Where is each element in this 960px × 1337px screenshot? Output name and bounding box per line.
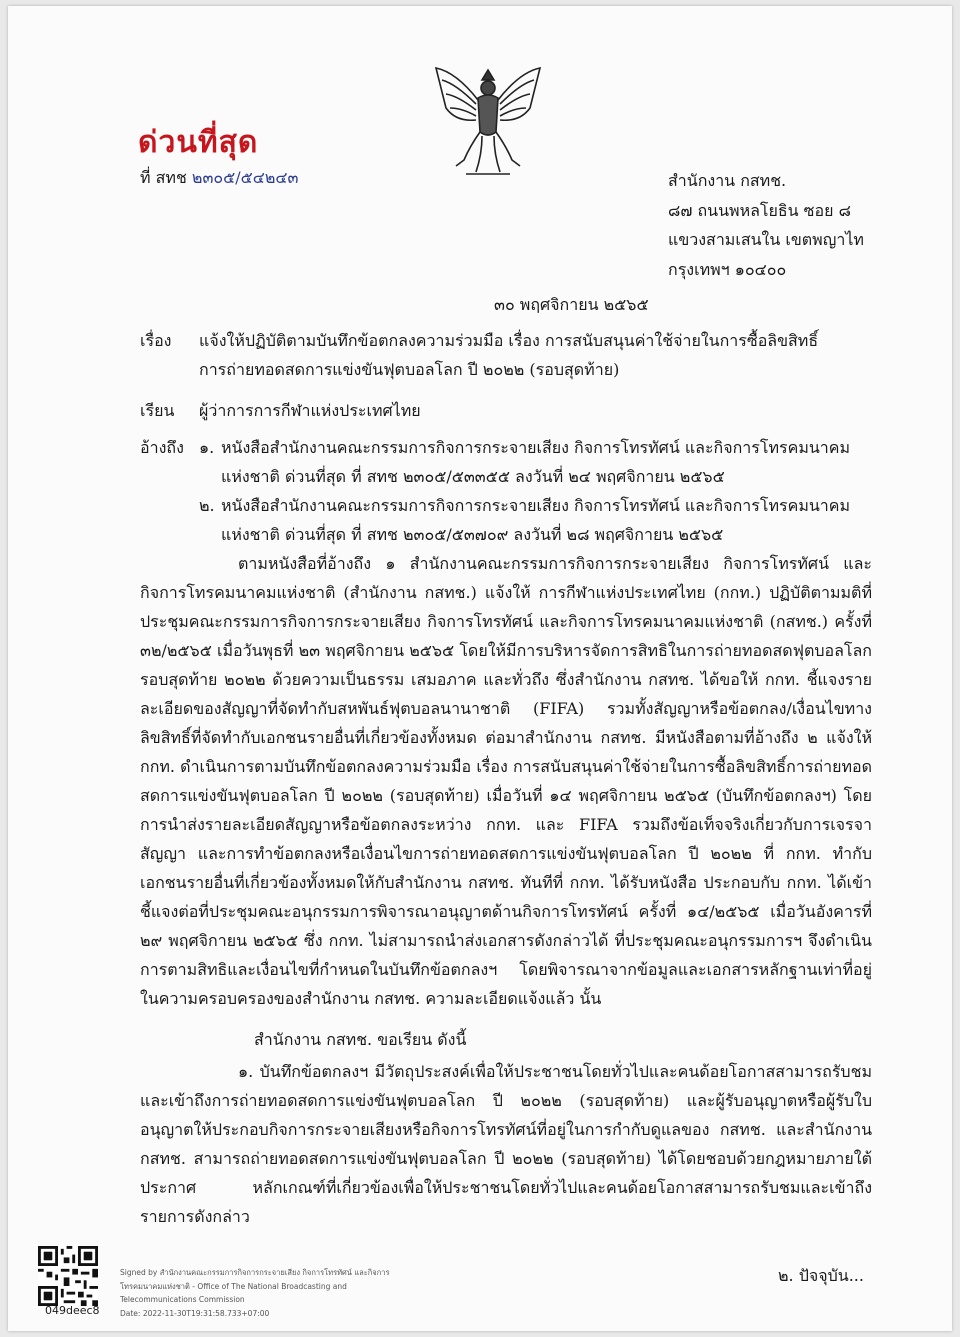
document-number-prefix: ที่ สทช bbox=[140, 168, 187, 187]
recipient-text: ผู้ว่าการการกีฬาแห่งประเทศไทย bbox=[199, 401, 421, 420]
subject-text bbox=[199, 326, 880, 384]
references-label: อ้างถึง bbox=[140, 438, 184, 457]
document-date: ๓๐ พฤศจิกายน ๒๕๖๕ bbox=[494, 295, 649, 314]
address-line: แขวงสามเสนใน เขตพญาไท bbox=[668, 230, 864, 249]
reference-text bbox=[221, 433, 850, 491]
reference-line: แห่งชาติ ด่วนที่สุด ที่ สทช ๒๓๐๕/๕๓๓๕๕ ลงวันที่ ๒๔ พฤศจิกายน ๒๕๖๕ bbox=[221, 467, 725, 486]
body-intro: สำนักงาน กสทช. ขอเรียน ดังนี้ bbox=[254, 1030, 467, 1049]
reference-item bbox=[199, 491, 880, 549]
point-text: ๑. บันทึกข้อตกลงฯ มีวัตถุประสงค์เพื่อให้ประชาชนโดยทั่วไปและคนด้อยโอกาสสามารถรับชมและเข้าถึงการถ่ายทอดสดการแข่งขันฟุตบอลโลก ปี ๒๐๒๒ (รอบสุดท้าย) และผู้รับอนุญาตหรือผู้รับใบอนุญาตให้ประกอบกิจการกระจายเสียงหรือกิจการโทรทัศน์ที่อยู่ในการกำกับดูแลของ กสทช. และสำนักงาน กสทช. สามารถถ่ายทอดสดการแข่งขันฟุตบอลโลก ปี ๒๐๒๒ (รอบสุดท้าย) ได้โดยชอบด้วยกฎหมายภายใต้ประกาศ หลักเกณฑ์ที่เกี่ยวข้องเพื่อให้ประชาชนโดยทั่วไปและคนด้อยโอกาสสามารถรับชมและเข้าถึงรายการดังกล่าว bbox=[140, 1062, 872, 1226]
reference-item bbox=[199, 433, 880, 491]
subject-row bbox=[140, 326, 880, 384]
signed-date-text: Date: 2022-11-30T19:31:58.733+07:00 bbox=[120, 1308, 270, 1318]
body-point-1 bbox=[140, 1057, 872, 1231]
garuda-emblem-icon bbox=[426, 62, 550, 178]
address-line: ๘๗ ถนนพหลโยธิน ซอย ๘ bbox=[668, 200, 851, 220]
references bbox=[140, 433, 880, 549]
address-line: กรุงเทพฯ ๑๐๔๐๐ bbox=[668, 259, 787, 279]
reference-number: ๑. bbox=[199, 438, 215, 457]
address-line: สำนักงาน กสทช. bbox=[668, 171, 787, 190]
subject-label: เรื่อง bbox=[140, 331, 172, 350]
signed-by-text: Signed by สำนักงานคณะกรรมการกิจการกระจายเสียง กิจการโทรทัศน์ และกิจการโทรคมนาคมแห่งชาติ - Office of The National Broadcasting and Telecommunications Commission bbox=[120, 1268, 390, 1304]
recipient-label: เรียน bbox=[140, 401, 175, 420]
document-page bbox=[8, 6, 952, 1331]
next-page-indicator: ๒. ปัจจุบัน... bbox=[778, 1266, 864, 1285]
body-paragraph-1 bbox=[140, 549, 872, 1013]
reference-line: หนังสือสำนักงานคณะกรรมการกิจการกระจายเสียง กิจการโทรทัศน์ และกิจการโทรคมนาคม bbox=[221, 496, 851, 515]
reference-number: ๒. bbox=[199, 496, 215, 515]
recipient-row bbox=[140, 396, 880, 425]
urgency-label: ด่วนที่สุด bbox=[138, 125, 259, 160]
reference-line: แห่งชาติ ด่วนที่สุด ที่ สทช ๒๓๐๕/๕๓๗๐๙ ลงวันที่ ๒๘ พฤศจิกายน ๒๕๖๕ bbox=[221, 525, 724, 544]
subject-line: แจ้งให้ปฏิบัติตามบันทึกข้อตกลงความร่วมมือ เรื่อง การสนับสนุนค่าใช้จ่ายในการซื้อลิขสิทธิ์ bbox=[199, 331, 819, 350]
qr-code-icon bbox=[38, 1246, 98, 1306]
qr-code-id: 049deec8 bbox=[45, 1304, 100, 1317]
references-list bbox=[199, 433, 880, 549]
subject-line: การถ่ายทอดสดการแข่งขันฟุตบอลโลก ปี ๒๐๒๒ (รอบสุดท้าย) bbox=[199, 360, 620, 379]
reference-text bbox=[221, 491, 850, 549]
document-number bbox=[140, 166, 298, 191]
digital-signature bbox=[120, 1266, 410, 1320]
document-number-value: ๒๓๐๕/๕๔๒๔๓ bbox=[191, 168, 299, 187]
reference-line: หนังสือสำนักงานคณะกรรมการกิจการกระจายเสียง กิจการโทรทัศน์ และกิจการโทรคมนาคม bbox=[221, 438, 851, 457]
sender-address bbox=[668, 166, 864, 284]
paragraph-text: ตามหนังสือที่อ้างถึง ๑ สำนักงานคณะกรรมการกิจการกระจายเสียง กิจการโทรทัศน์ และกิจการโทรคมนาคมแห่งชาติ (สำนักงาน กสทช.) แจ้งให้ การกีฬาแห่งประเทศไทย (กกท.) ปฏิบัติตามมติที่ประชุมคณะกรรมการกิจการกระจายเสียง กิจการโทรทัศน์ และกิจการโทรคมนาคมแห่งชาติ (กสทช.) ครั้งที่ ๓๒/๒๕๖๕ เมื่อวันพุธที่ ๒๓ พฤศจิกายน ๒๕๖๕ โดยให้มีการบริหารจัดการสิทธิในการถ่ายทอดสดฟุตบอลโลกรอบสุดท้าย ๒๐๒๒ ด้วยความเป็นธรรม เสมอภาค และทั่วถึง ซึ่งสำนักงาน กสทช. ได้ขอให้ กกท. ชี้แจงรายละเอียดของสัญญาที่จัดทำกับสหพันธ์ฟุตบอลนานาชาติ (FIFA) รวมทั้งสัญญาหรือข้อตกลง/เงื่อนไขทางลิขสิทธิ์ที่จัดทำกับเอกชนรายอื่นที่เกี่ยวข้องทั้งหมด ต่อมาสำนักงาน กสทช. มีหนังสือตามที่อ้างถึง ๒ แจ้งให้ กกท. ดำเนินการตามบันทึกข้อตกลงความร่วมมือ เรื่อง การสนับสนุนค่าใช้จ่ายในการซื้อลิขสิทธิ์การถ่ายทอดสดการแข่งขันฟุตบอลโลก ปี ๒๐๒๒ (รอบสุดท้าย) เมื่อวันที่ ๑๔ พฤศจิกายน ๒๕๖๕ (บันทึกข้อตกลงฯ) โดยการนำส่งรายละเอียดสัญญาหรือข้อตกลงระหว่าง กกท. และ FIFA รวมถึงข้อเท็จจริงเกี่ยวกับการเจรจาสัญญา และการทำข้อตกลงหรือเงื่อนไขการถ่ายทอดสดการแข่งขันฟุตบอลโลก ปี ๒๐๒๒ ที่ กกท. ทำกับเอกชนรายอื่นที่เกี่ยวข้องทั้งหมดให้กับสำนักงาน กสทช. ทันทีที่ กกท. ได้รับหนังสือ ประกอบกับ กกท. ได้เข้าชี้แจงต่อที่ประชุมคณะอนุกรรมการพิจารณาอนุญาตด้านกิจการโทรทัศน์ ครั้งที่ ๑๔/๒๕๖๕ เมื่อวันอังคารที่ ๒๙ พฤศจิกายน ๒๕๖๕ ซึ่ง กกท. ไม่สามารถนำส่งเอกสารดังกล่าวได้ ที่ประชุมคณะอนุกรรมการฯ จึงดำเนินการตามสิทธิและเงื่อนไขที่กำหนดในบันทึกข้อตกลงฯ โดยพิจารณาจากข้อมูลและเอกสารหลักฐานเท่าที่อยู่ในความครอบครองของสำนักงาน กสทช. ความละเอียดแจ้งแล้ว นั้น bbox=[140, 554, 873, 1008]
